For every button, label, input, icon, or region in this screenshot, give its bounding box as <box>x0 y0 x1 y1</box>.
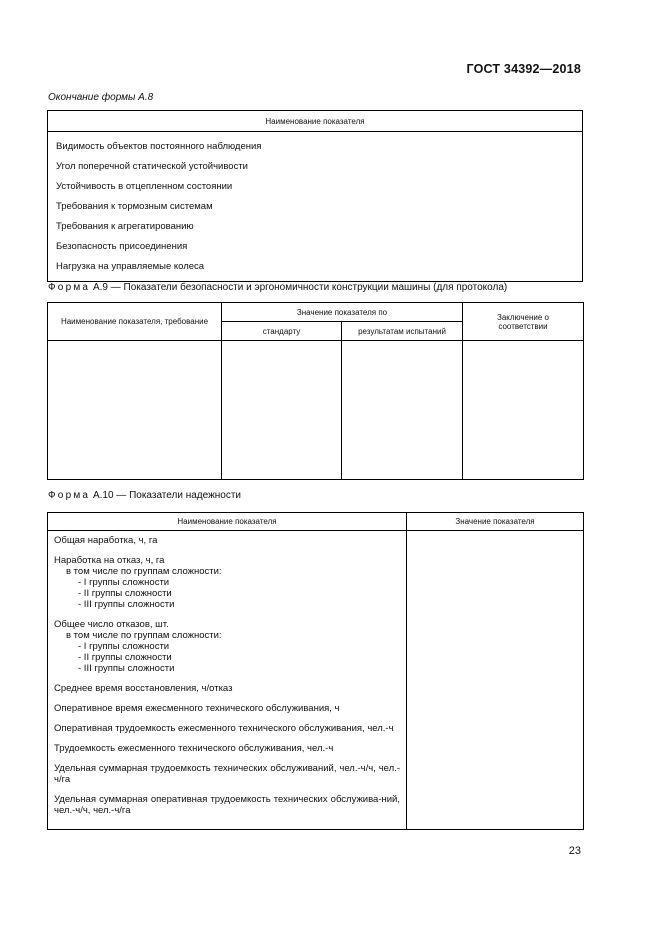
form-a8-caption: Окончание формы А.8 <box>48 92 154 103</box>
row-title: Общее число отказов, шт. <box>54 619 169 630</box>
row-group: - I группы сложности <box>78 577 170 588</box>
list-item: Требования к агрегатированию <box>56 221 194 232</box>
form-a9-caption <box>48 282 507 293</box>
row-group: - III группы сложности <box>78 599 175 610</box>
row-subtitle: в том числе по группам сложности: <box>66 630 222 641</box>
form-a9-table <box>47 302 584 480</box>
empty-cell <box>342 341 463 480</box>
row-group: - I группы сложности <box>78 641 170 652</box>
row-title: Наработка на отказ, ч, га <box>54 555 165 566</box>
list-item: Оперативное время ежесменного технического обслуживания, ч <box>54 703 340 714</box>
list-item: Среднее время восстановления, ч/отказ <box>54 683 233 694</box>
form-a10-body <box>48 531 407 830</box>
form-a9-title: А.9 — Показатели безопасности и эргономичности конструкции машины (для протокола) <box>92 282 508 293</box>
list-item <box>54 555 400 610</box>
empty-cell <box>463 341 584 480</box>
sub-results-header: результатам испытаний <box>342 322 463 341</box>
form-a8-header: Наименование показателя <box>48 111 583 132</box>
row-group: - III группы сложности <box>78 663 175 674</box>
list-item: Общая наработка, ч, га <box>54 535 158 546</box>
row-group: - II группы сложности <box>78 652 172 663</box>
form-a8-body <box>48 132 583 282</box>
empty-cell <box>407 531 584 830</box>
list-item: Угол поперечной статической устойчивости <box>56 161 248 172</box>
empty-cell <box>48 341 222 480</box>
col-value-header: Значение показателя по <box>222 303 463 322</box>
list-item: Трудоемкость ежесменного технического обслуживания, чел.-ч <box>54 743 334 754</box>
list-item <box>54 619 400 674</box>
form-a8-table <box>47 110 583 282</box>
list-item: Требования к тормозным системам <box>56 201 213 212</box>
col-name-header: Наименование показателя, требование <box>48 303 222 341</box>
list-item: Безопасность присоединения <box>56 241 188 252</box>
list-item: Удельная суммарная оперативная трудоемкость технических обслужива-ний, чел.-ч/ч, чел.-ч/га <box>54 794 400 816</box>
form-word: Форма <box>48 282 91 293</box>
col-name-header: Наименование показателя <box>48 513 407 531</box>
list-item: Удельная суммарная трудоемкость технических обслуживаний, чел.-ч/ч, чел.-ч/га <box>54 763 400 785</box>
form-a10-table <box>47 512 584 830</box>
list-item: Видимость объектов постоянного наблюдения <box>56 141 262 152</box>
list-item: Нагрузка на управляемые колеса <box>56 261 205 272</box>
row-group: - II группы сложности <box>78 588 172 599</box>
document-code: ГОСТ 34392—2018 <box>466 62 581 76</box>
form-a10-title: А.10 — Показатели надежности <box>92 490 242 501</box>
form-a10-caption <box>48 490 241 501</box>
list-item: Устойчивость в отцепленном состоянии <box>56 181 233 192</box>
col-conclusion-header: Заключение о соответствии <box>463 303 584 341</box>
col-value-header: Значение показателя <box>407 513 584 531</box>
page-number: 23 <box>568 845 581 857</box>
sub-standard-header: стандарту <box>222 322 342 341</box>
list-item: Оперативная трудоемкость ежесменного технического обслуживания, чел.-ч <box>54 723 394 734</box>
empty-cell <box>222 341 342 480</box>
row-subtitle: в том числе по группам сложности: <box>66 566 222 577</box>
form-word: Форма <box>48 490 91 501</box>
